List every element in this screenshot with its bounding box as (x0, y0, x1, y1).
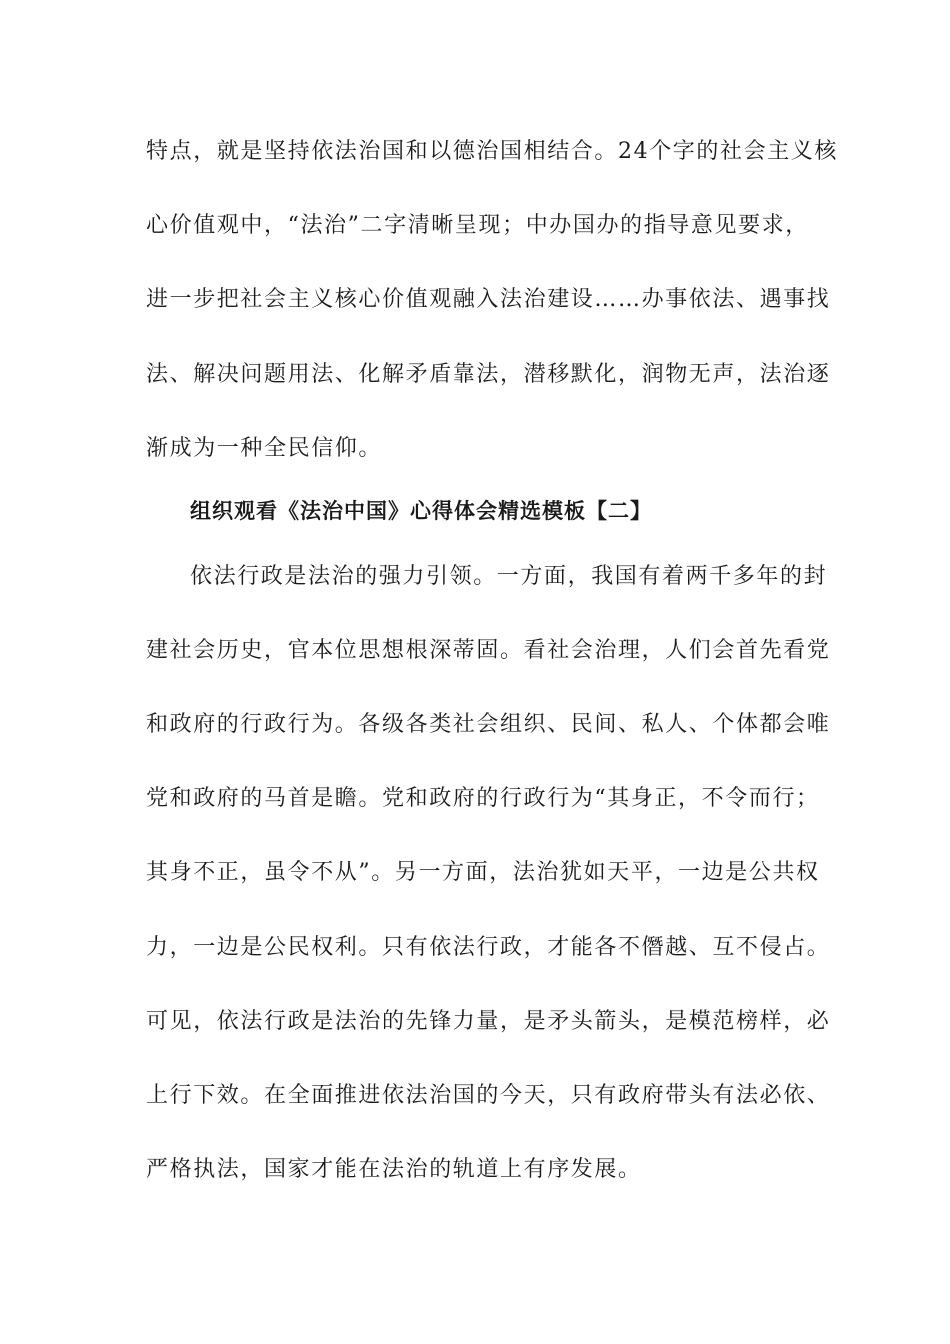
paragraph-2-line-3: 和政府的行政行为。各级各类社会组织、民间、私人、个体都会唯 (146, 712, 831, 737)
paragraph-1-line-2: 心价值观中，“法治”二字清晰呈现；中办国办的指导意见要求， (146, 213, 809, 238)
paragraph-2-line-9: 严格执法，国家才能在法治的轨道上有序发展。 (146, 1157, 642, 1182)
paragraph-2-line-8: 上行下效。在全面推进依法治国的今天，只有政府带头有法必依、 (146, 1083, 831, 1108)
section-heading: 组织观看《法治中国》心得体会精选模板【二】 (190, 499, 652, 523)
paragraph-2-line-6: 力，一边是公民权利。只有依法行政，才能各不僭越、互不侵占。 (146, 935, 831, 960)
paragraph-1-line-5: 渐成为一种全民信仰。 (146, 436, 383, 461)
paragraph-1-line-4: 法、解决问题用法、化解矛盾靠法，潜移默化，润物无声，法治逐 (146, 362, 831, 387)
paragraph-2-line-5: 其身不正，虽令不从”。另一方面，法治犹如天平，一边是公共权 (146, 860, 820, 885)
paragraph-1-line-1: 特点，就是坚持依法治国和以德治国相结合。24个字的社会主义核 (146, 139, 838, 164)
paragraph-2-line-2: 建社会历史，官本位思想根深蒂固。看社会治理，人们会首先看党 (146, 638, 831, 663)
paragraph-2-line-4: 党和政府的马首是瞻。党和政府的行政行为“其身正，不令而行； (146, 786, 820, 811)
paragraph-2-line-1: 依法行政是法治的强力引领。一方面，我国有着两千多年的封 (190, 564, 828, 589)
paragraph-2-line-7: 可见，依法行政是法治的先锋力量，是矛头箭头，是模范榜样，必 (146, 1009, 831, 1034)
paragraph-1-line-3: 进一步把社会主义核心价值观融入法治建设……办事依法、遇事找 (146, 287, 831, 312)
